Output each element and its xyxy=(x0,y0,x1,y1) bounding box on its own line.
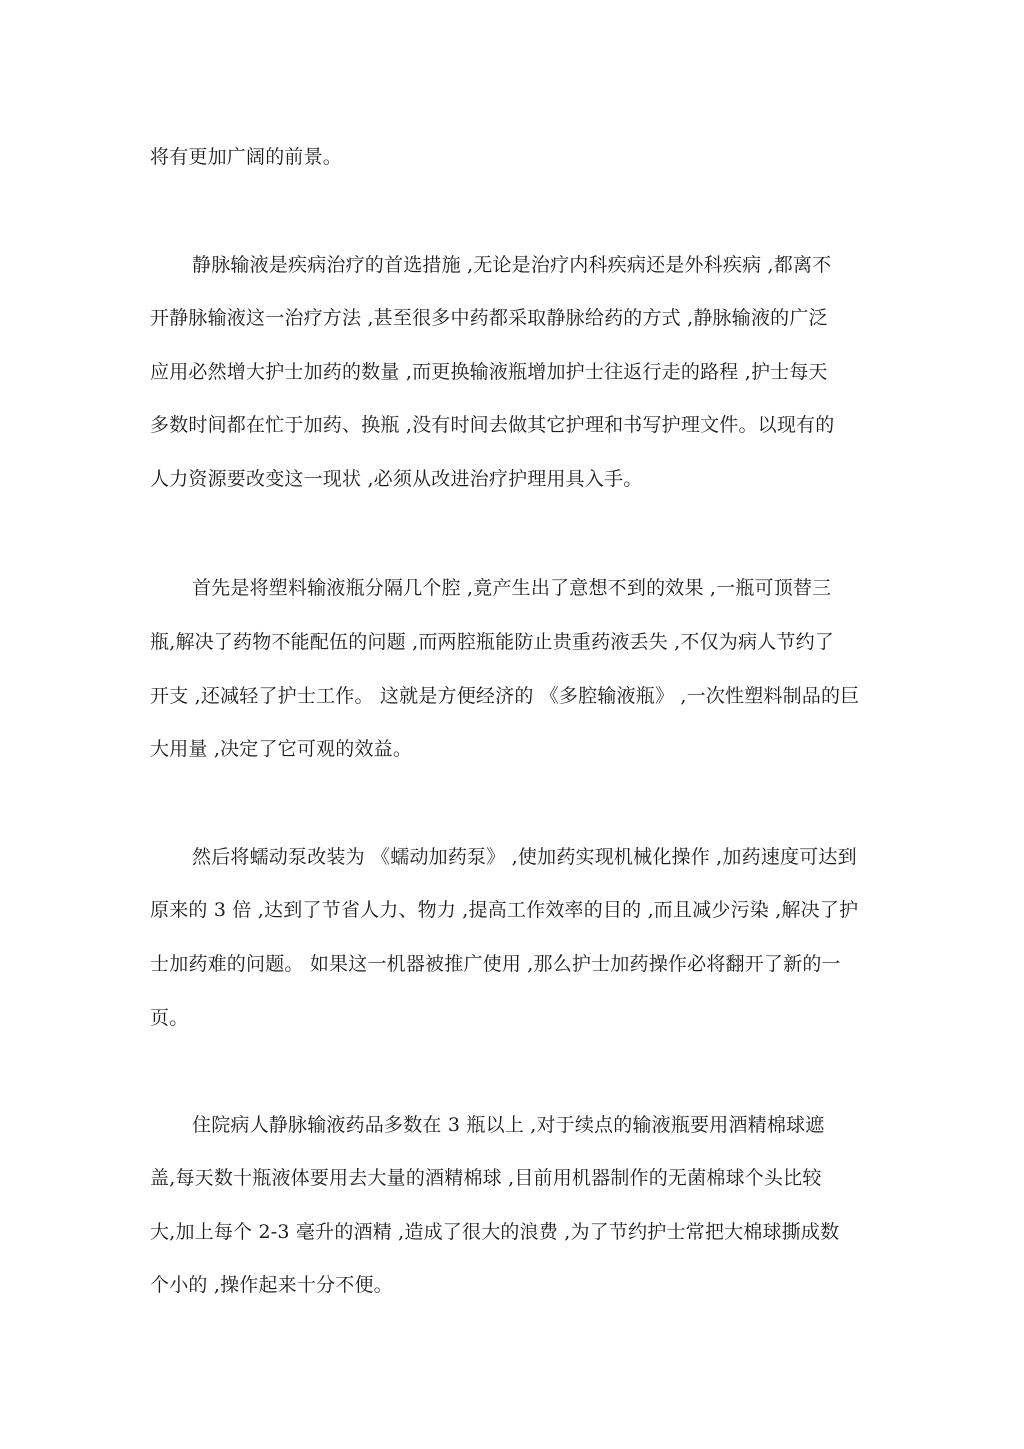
paragraph-line: 大,加上每个 2-3 毫升的酒精 ,造成了很大的浪费 ,为了节约护士常把大棉球撕成数 xyxy=(150,1221,840,1243)
paragraph-line: 应用必然增大护士加药的数量 ,而更换输液瓶增加护士往返行走的路程 ,护士每天 xyxy=(150,361,828,383)
paragraph-line: 住院病人静脉输液药品多数在 3 瓶以上 ,对于续点的输液瓶要用酒精棉球遮 xyxy=(192,1114,825,1136)
paragraph-line: 盖,每天数十瓶液体要用去大量的酒精棉球 ,目前用机器制作的无菌棉球个头比较 xyxy=(150,1167,822,1189)
paragraph-line: 静脉输液是疾病治疗的首选措施 ,无论是治疗内科疾病还是外科疾病 ,都离不 xyxy=(192,254,832,276)
paragraph-line: 开静脉输液这一治疗方法 ,甚至很多中药都采取静脉给药的方式 ,静脉输液的广泛 xyxy=(150,307,828,329)
paragraph-line: 多数时间都在忙于加药、换瓶 ,没有时间去做其它护理和书写护理文件。以现有的 xyxy=(150,414,835,436)
paragraph-line: 个小的 ,操作起来十分不便。 xyxy=(150,1274,393,1296)
paragraph-line: 原来的 3 倍 ,达到了节省人力、物力 ,提高工作效率的目的 ,而且减少污染 ,解决了护 xyxy=(150,899,859,921)
paragraph-line: 士加药难的问题。 如果这一机器被推广使用 ,那么护士加药操作必将翻开了新的一 xyxy=(150,953,841,975)
paragraph-line: 首先是将塑料输液瓶分隔几个腔 ,竟产生出了意想不到的效果 ,一瓶可顶替三 xyxy=(192,577,832,599)
paragraph-line: 瓶,解决了药物不能配伍的问题 ,而两腔瓶能防止贵重药液丢失 ,不仅为病人节约了 xyxy=(150,631,834,653)
paragraph-line: 然后将蠕动泵改装为 《蠕动加药泵》 ,使加药实现机械化操作 ,加药速度可达到 xyxy=(192,846,857,868)
paragraph-line: 人力资源要改变这一现状 ,必须从改进治疗护理用具入手。 xyxy=(150,468,643,490)
paragraph-line: 大用量 ,决定了它可观的效益。 xyxy=(150,738,413,760)
paragraph-line: 将有更加广阔的前景。 xyxy=(150,146,343,168)
paragraph-line: 开支 ,还减轻了护士工作。 这就是方便经济的 《多腔输液瓶》 ,一次性塑料制品的巨 xyxy=(150,685,860,707)
paragraph-line: 页。 xyxy=(150,1007,189,1029)
